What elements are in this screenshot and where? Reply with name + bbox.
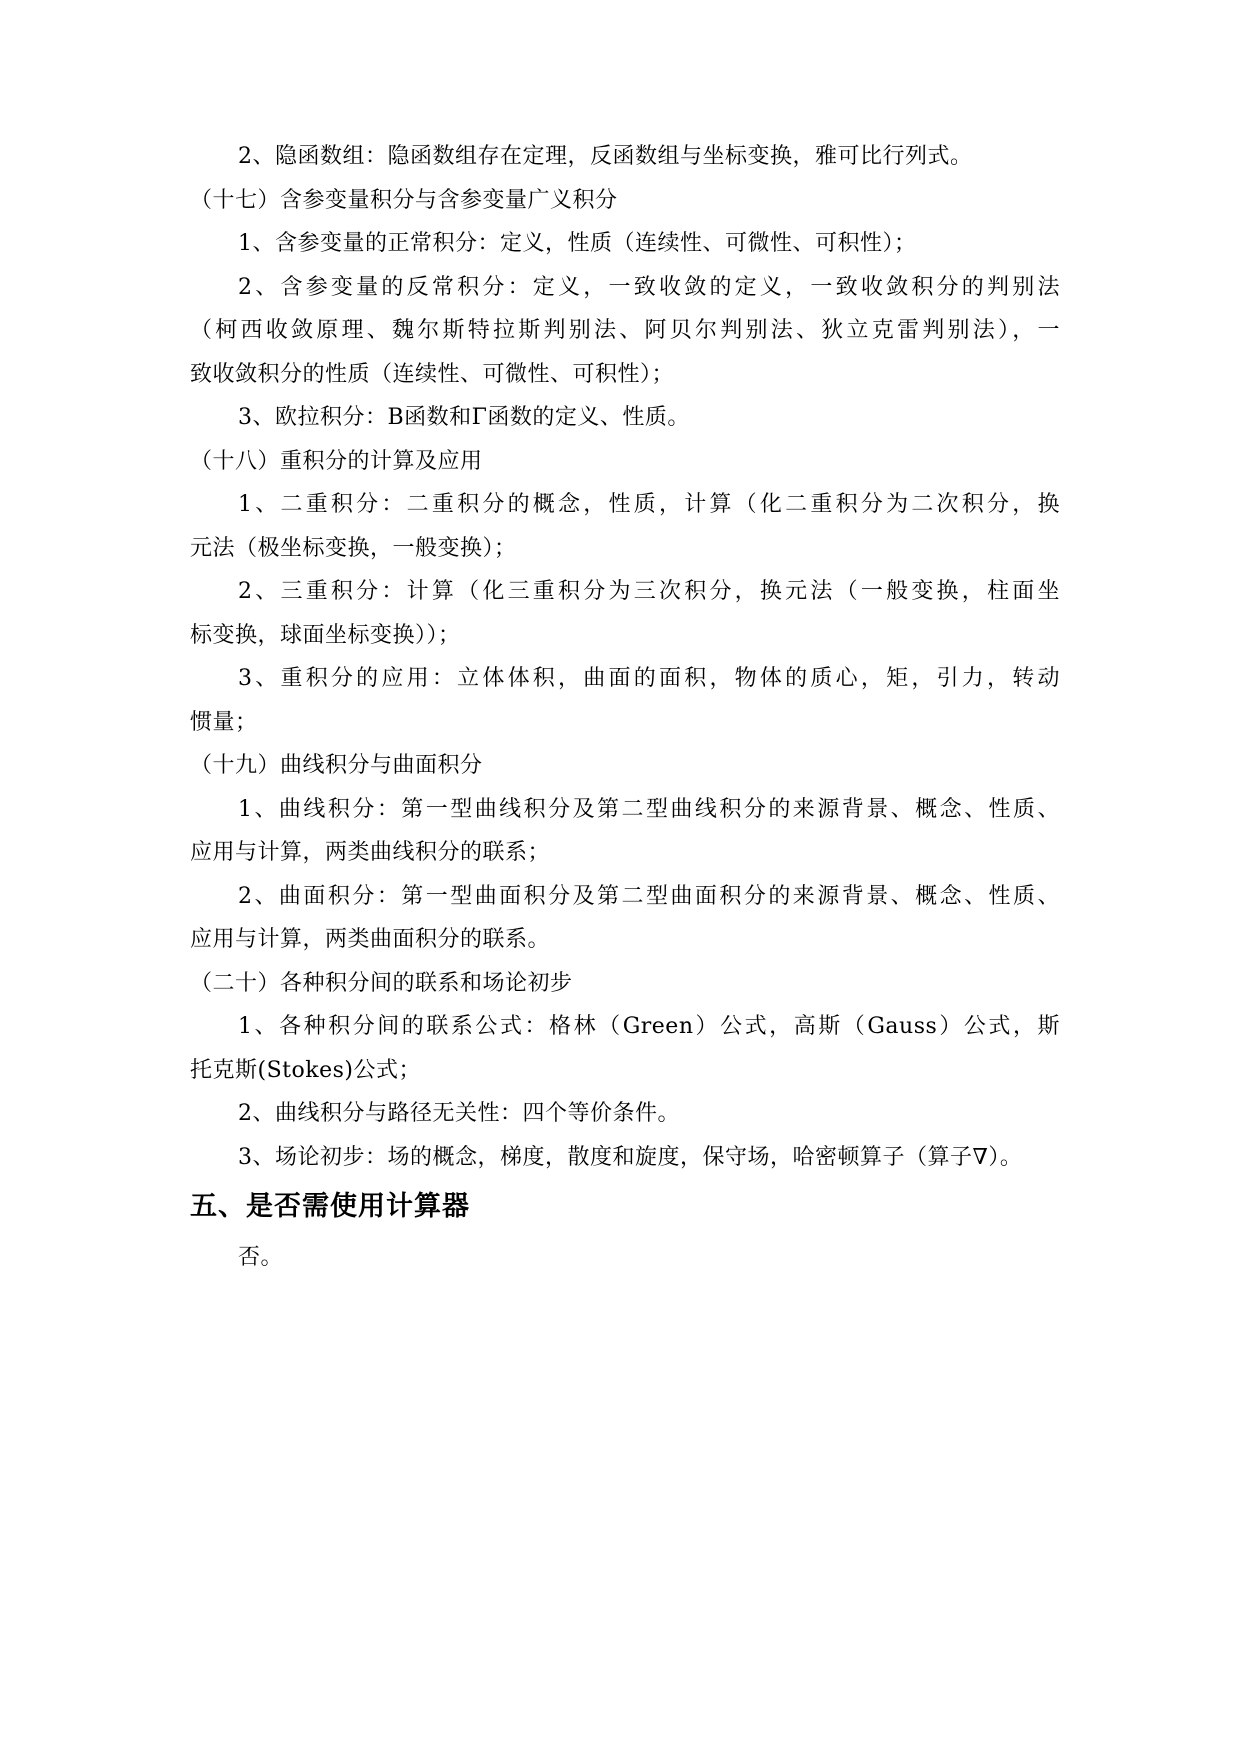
item-integral-formulas-continuation: 托克斯(Stokes)公式； (190, 1058, 421, 1083)
item-integral-formulas: 1、各种积分间的联系公式：格林（Green）公式，高斯（Gauss）公式，斯 (238, 1014, 1060, 1039)
item-proper-integral-with-parameter: 1、含参变量的正常积分：定义，性质（连续性、可微性、可积性）； (238, 231, 917, 256)
subsection-19-title: （十九）曲线积分与曲面积分 (190, 753, 483, 778)
item-implicit-function-systems: 2、隐函数组：隐函数组存在定理，反函数组与坐标变换，雅可比行列式。 (238, 144, 973, 169)
item-euler-integrals: 3、欧拉积分：Β函数和Γ函数的定义、性质。 (238, 405, 690, 430)
item-double-integral: 1、二重积分：二重积分的概念，性质，计算（化二重积分为二次积分，换 (238, 492, 1060, 517)
item-line-integral: 1、曲线积分：第一型曲线积分及第二型曲线积分的来源背景、概念、性质、 (238, 797, 1060, 822)
item-surface-integral-continuation: 应用与计算，两类曲面积分的联系。 (190, 927, 551, 952)
item-triple-integral: 2、三重积分：计算（化三重积分为三次积分，换元法（一般变换，柱面坐 (238, 579, 1060, 604)
subsection-17-title: （十七）含参变量积分与含参变量广义积分 (190, 188, 618, 213)
item-improper-integral-with-parameter: 2、含参变量的反常积分：定义，一致收敛的定义，一致收敛积分的判别法 (238, 275, 1060, 300)
section-5-heading: 五、是否需使用计算器 (190, 1191, 470, 1222)
item-path-independence: 2、曲线积分与路径无关性：四个等价条件。 (238, 1101, 680, 1126)
item-applications-continuation: 惯量； (190, 710, 258, 735)
item-multiple-integral-applications: 3、重积分的应用：立体体积，曲面的面积，物体的质心，矩，引力，转动 (238, 666, 1060, 691)
item-improper-integral-continuation-2: 致收敛积分的性质（连续性、可微性、可积性）； (190, 362, 675, 387)
item-double-integral-continuation: 元法（极坐标变换，一般变换）； (190, 536, 517, 561)
section-5-answer: 否。 (238, 1245, 284, 1270)
item-field-theory: 3、场论初步：场的概念，梯度，散度和旋度，保守场，哈密顿算子（算子∇）。 (238, 1145, 1023, 1170)
item-triple-integral-continuation: 标变换，球面坐标变换））； (190, 623, 461, 648)
item-surface-integral: 2、曲面积分：第一型曲面积分及第二型曲面积分的来源背景、概念、性质、 (238, 884, 1060, 909)
subsection-20-title: （二十）各种积分间的联系和场论初步 (190, 971, 573, 996)
item-line-integral-continuation: 应用与计算，两类曲线积分的联系； (190, 840, 551, 865)
subsection-18-title: （十八）重积分的计算及应用 (190, 449, 483, 474)
item-improper-integral-continuation-1: （柯西收敛原理、魏尔斯特拉斯判别法、阿贝尔判别法、狄立克雷判别法），一 (190, 318, 1060, 343)
